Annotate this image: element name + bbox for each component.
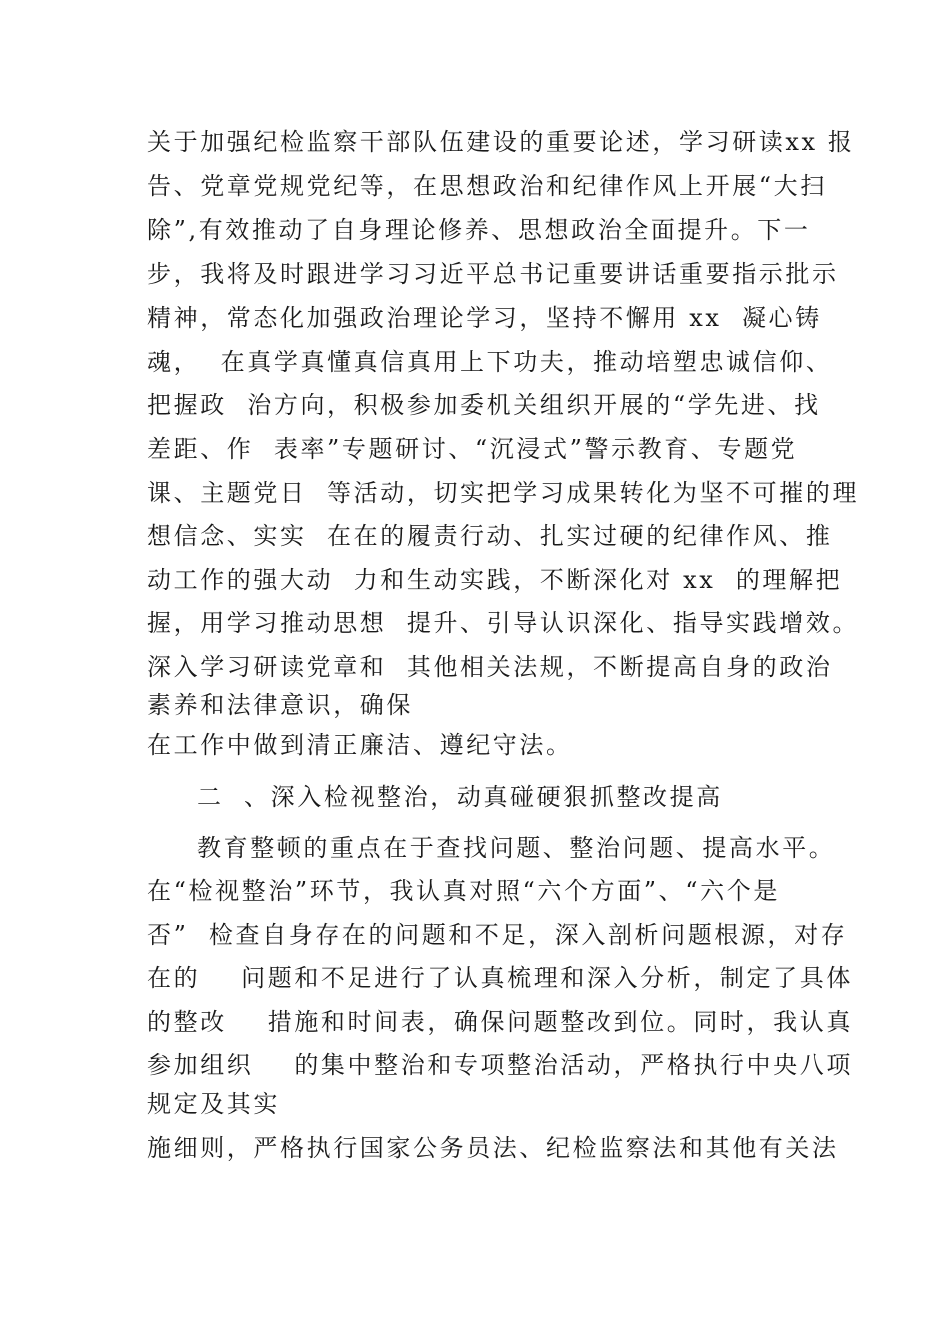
paragraph-line: 除”,有效推动了自身理论修养、思想政治全面提升。下一 <box>147 216 811 244</box>
paragraph-line: 告、党章党规党纪等，在思想政治和纪律作风上开展“大扫 <box>147 172 827 200</box>
paragraph-line: 握，用学习推动思想 提升、引导认识深化、指导实践增效。 <box>147 609 860 637</box>
paragraph-line: 差距、作 表率”专题研讨、“沉浸式”警示教育、专题党 <box>147 435 798 463</box>
paragraph-line: 规定及其实 <box>147 1090 280 1118</box>
paragraph-line: 教育整顿的重点在于查找问题、整治问题、提高水平。 <box>197 834 836 862</box>
paragraph-line: 素养和法律意识，确保 <box>147 691 413 719</box>
paragraph-line: 步，我将及时跟进学习习近平总书记重要讲话重要指示批示 <box>147 260 839 288</box>
paragraph-line: 课、主题党日 等活动，切实把学习成果转化为坚不可摧的理 <box>147 479 860 507</box>
paragraph-line: 在工作中做到清正廉洁、遵纪守法。 <box>147 731 573 759</box>
section-heading: 二 、深入检视整治，动真碰硬狠抓整改提高 <box>197 783 723 811</box>
paragraph-line: 参加组织 的集中整治和专项整治活动，严格执行中央八项 <box>147 1051 853 1079</box>
paragraph-line: 深入学习研读党章和 其他相关法规，不断提高自身的政治 <box>147 653 833 681</box>
paragraph-line: 魂， 在真学真懂真信真用上下功夫，推动培塑忠诚信仰、 <box>147 348 833 376</box>
paragraph-line: 的整改 措施和时间表，确保问题整改到位。同时，我认真 <box>147 1008 853 1036</box>
paragraph-line: 在的 问题和不足进行了认真梳理和深入分析，制定了具体 <box>147 964 853 992</box>
paragraph-line: 施细则，严格执行国家公务员法、纪检监察法和其他有关法 <box>147 1134 839 1162</box>
paragraph-line: 动工作的强大动 力和生动实践，不断深化对 xx 的理解把 <box>147 566 843 594</box>
paragraph-line: 精神，常态化加强政治理论学习，坚持不懈用 xx 凝心铸 <box>147 304 822 332</box>
paragraph-line: 否” 检查自身存在的问题和不足，深入剖析问题根源，对存 <box>147 921 848 949</box>
paragraph-line: 关于加强纪检监察干部队伍建设的重要论述，学习研读xx 报 <box>147 128 855 156</box>
paragraph-line: 把握政 治方向，积极参加委机关组织开展的“学先进、找 <box>147 391 821 419</box>
paragraph-line: 在“检视整治”环节，我认真对照“六个方面”、“六个是 <box>147 877 780 905</box>
paragraph-line: 想信念、实实 在在的履责行动、扎实过硬的纪律作风、推 <box>147 522 833 550</box>
